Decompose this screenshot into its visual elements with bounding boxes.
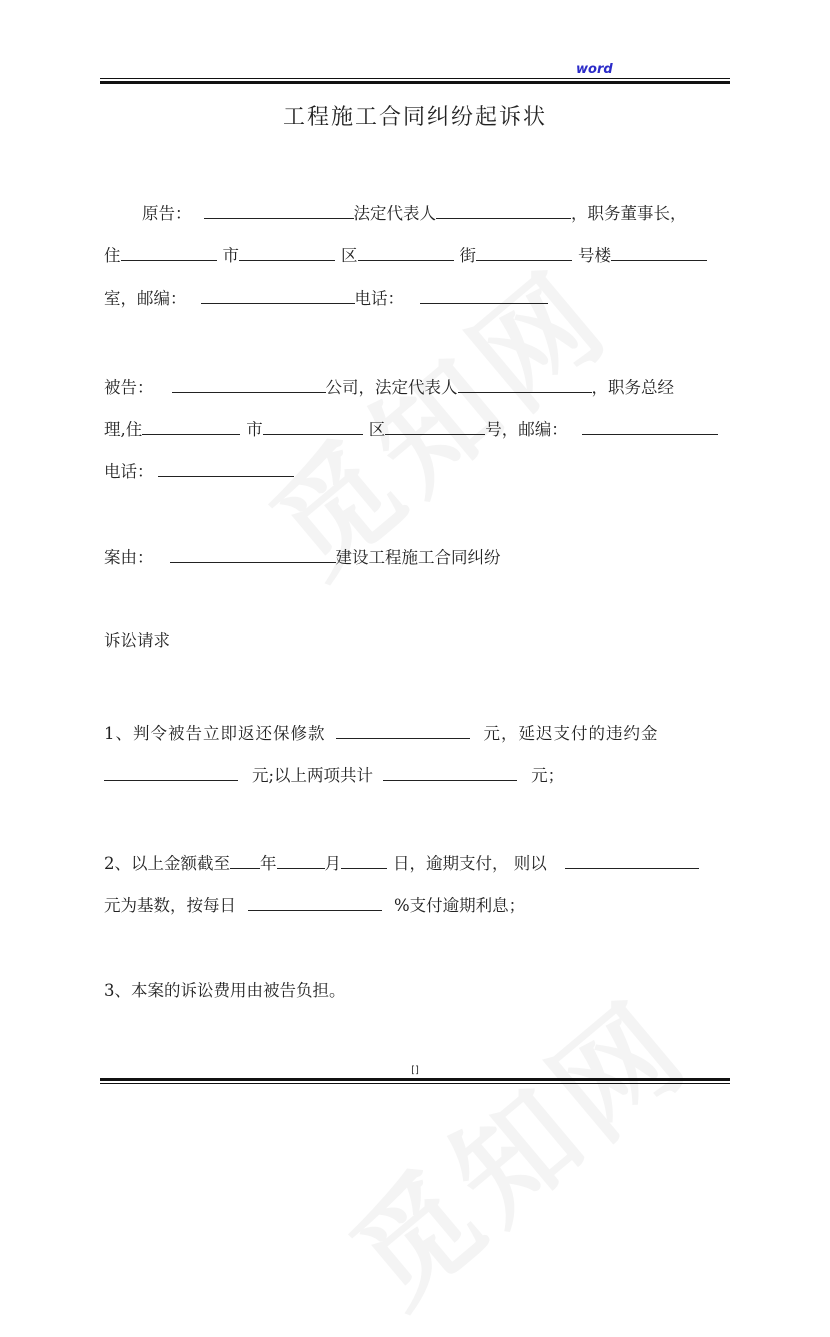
claim-3-line: 3、本案的诉讼费用由被告负担。 — [104, 981, 346, 1000]
plaintiff-rep-label: 法定代表人 — [353, 204, 436, 223]
page-title: 工程施工合同纠纷起诉状 — [282, 105, 547, 130]
watermark-text — [310, 955, 719, 1337]
claim-2-rate-field[interactable] — [248, 892, 382, 911]
claim-2-line-2 — [104, 892, 525, 917]
header-label: word — [576, 62, 613, 77]
claim-1-penalty-field[interactable] — [104, 762, 238, 781]
plaintiff-name-field[interactable] — [204, 200, 354, 219]
plaintiff-rep-field[interactable] — [436, 200, 571, 219]
plaintiff-building-field[interactable] — [611, 242, 707, 261]
defendant-address-field[interactable] — [142, 416, 240, 435]
footer-rule-thin — [100, 1083, 730, 1084]
defendant-address-label: 理,住 — [104, 420, 143, 439]
case-field[interactable] — [170, 544, 336, 563]
defendant-label: 被告： — [104, 378, 154, 397]
case-cause: 建设工程施工合同纠纷 — [335, 548, 501, 567]
claim-1-line-2 — [104, 762, 564, 787]
defendant-name-field[interactable] — [172, 374, 326, 393]
claim-2-year-field[interactable] — [230, 850, 260, 869]
defendant-postcode-label: 号，邮编： — [485, 420, 568, 439]
plaintiff-line-3 — [104, 285, 548, 310]
claim-1-text-c: 元;以上两项共计 — [252, 766, 374, 785]
claim-2-text-c: 元为基数，按每日 — [104, 896, 236, 915]
plaintiff-line-2 — [104, 242, 707, 267]
claim-1-text-b: 元，延迟支付的违约金 — [483, 724, 659, 743]
plaintiff-address-label: 住 — [104, 246, 121, 265]
plaintiff-city-field[interactable] — [239, 242, 335, 261]
plaintiff-street-field[interactable] — [476, 242, 572, 261]
claim-2-text-b: 日，逾期支付， 则以 — [393, 854, 547, 873]
defendant-district-label: 区 — [368, 420, 386, 439]
claim-2-text-a: 2、以上金额截至 — [104, 854, 230, 873]
claim-2-base-field[interactable] — [565, 850, 699, 869]
plaintiff-city-label: 市 — [222, 246, 239, 265]
claim-2-month-label: 月 — [324, 854, 341, 873]
claim-2-month-field[interactable] — [277, 850, 325, 869]
plaintiff-postcode-field[interactable] — [201, 285, 355, 304]
case-line — [104, 544, 501, 569]
defendant-rep-label: 公司，法定代表人 — [325, 378, 458, 397]
plaintiff-district-field[interactable] — [358, 242, 454, 261]
plaintiff-line-1 — [104, 200, 687, 225]
claims-heading: 诉讼请求 — [104, 631, 170, 650]
plaintiff-district-label: 区 — [341, 246, 358, 265]
plaintiff-postcode-label: 室，邮编： — [104, 289, 187, 308]
defendant-city-label: 市 — [246, 420, 263, 439]
plaintiff-address-field[interactable] — [121, 242, 217, 261]
defendant-phone-field[interactable] — [158, 458, 294, 477]
defendant-postcode-field[interactable] — [582, 416, 718, 435]
plaintiff-phone-label: 电话： — [354, 289, 404, 308]
claim-2-year-label: 年 — [260, 854, 277, 873]
defendant-district-field[interactable] — [385, 416, 485, 435]
plaintiff-label: 原告： — [142, 204, 192, 223]
header-rule-thick — [100, 81, 730, 84]
claim-1-line-1 — [104, 720, 659, 745]
plaintiff-phone-field[interactable] — [420, 285, 548, 304]
claim-2-line-1 — [104, 850, 699, 875]
defendant-line-2 — [104, 416, 718, 441]
claim-1-total-field[interactable] — [383, 762, 517, 781]
plaintiff-building-label: 号楼 — [578, 246, 611, 265]
claim-2-text-d: %支付逾期利息； — [394, 896, 526, 915]
defendant-position-label: ，职务总经 — [591, 378, 674, 397]
plaintiff-position-label: ，职务董事长， — [571, 204, 687, 223]
case-label: 案由： — [104, 548, 154, 567]
defendant-line-3 — [104, 458, 294, 483]
claim-1-text-d: 元； — [531, 766, 565, 785]
plaintiff-street-label: 街 — [459, 246, 476, 265]
claim-1-deposit-field[interactable] — [336, 720, 470, 739]
defendant-line-1 — [104, 374, 674, 399]
page-number-marker: [] — [411, 1065, 419, 1076]
header-rule-thin — [100, 78, 730, 79]
claim-2-day-field[interactable] — [341, 850, 387, 869]
claim-1-text-a: 1、判令被告立即返还保修款 — [104, 724, 326, 743]
defendant-phone-label: 电话： — [104, 462, 154, 481]
defendant-rep-field[interactable] — [458, 374, 592, 393]
defendant-city-field[interactable] — [263, 416, 363, 435]
footer-rule-thick — [100, 1078, 730, 1081]
